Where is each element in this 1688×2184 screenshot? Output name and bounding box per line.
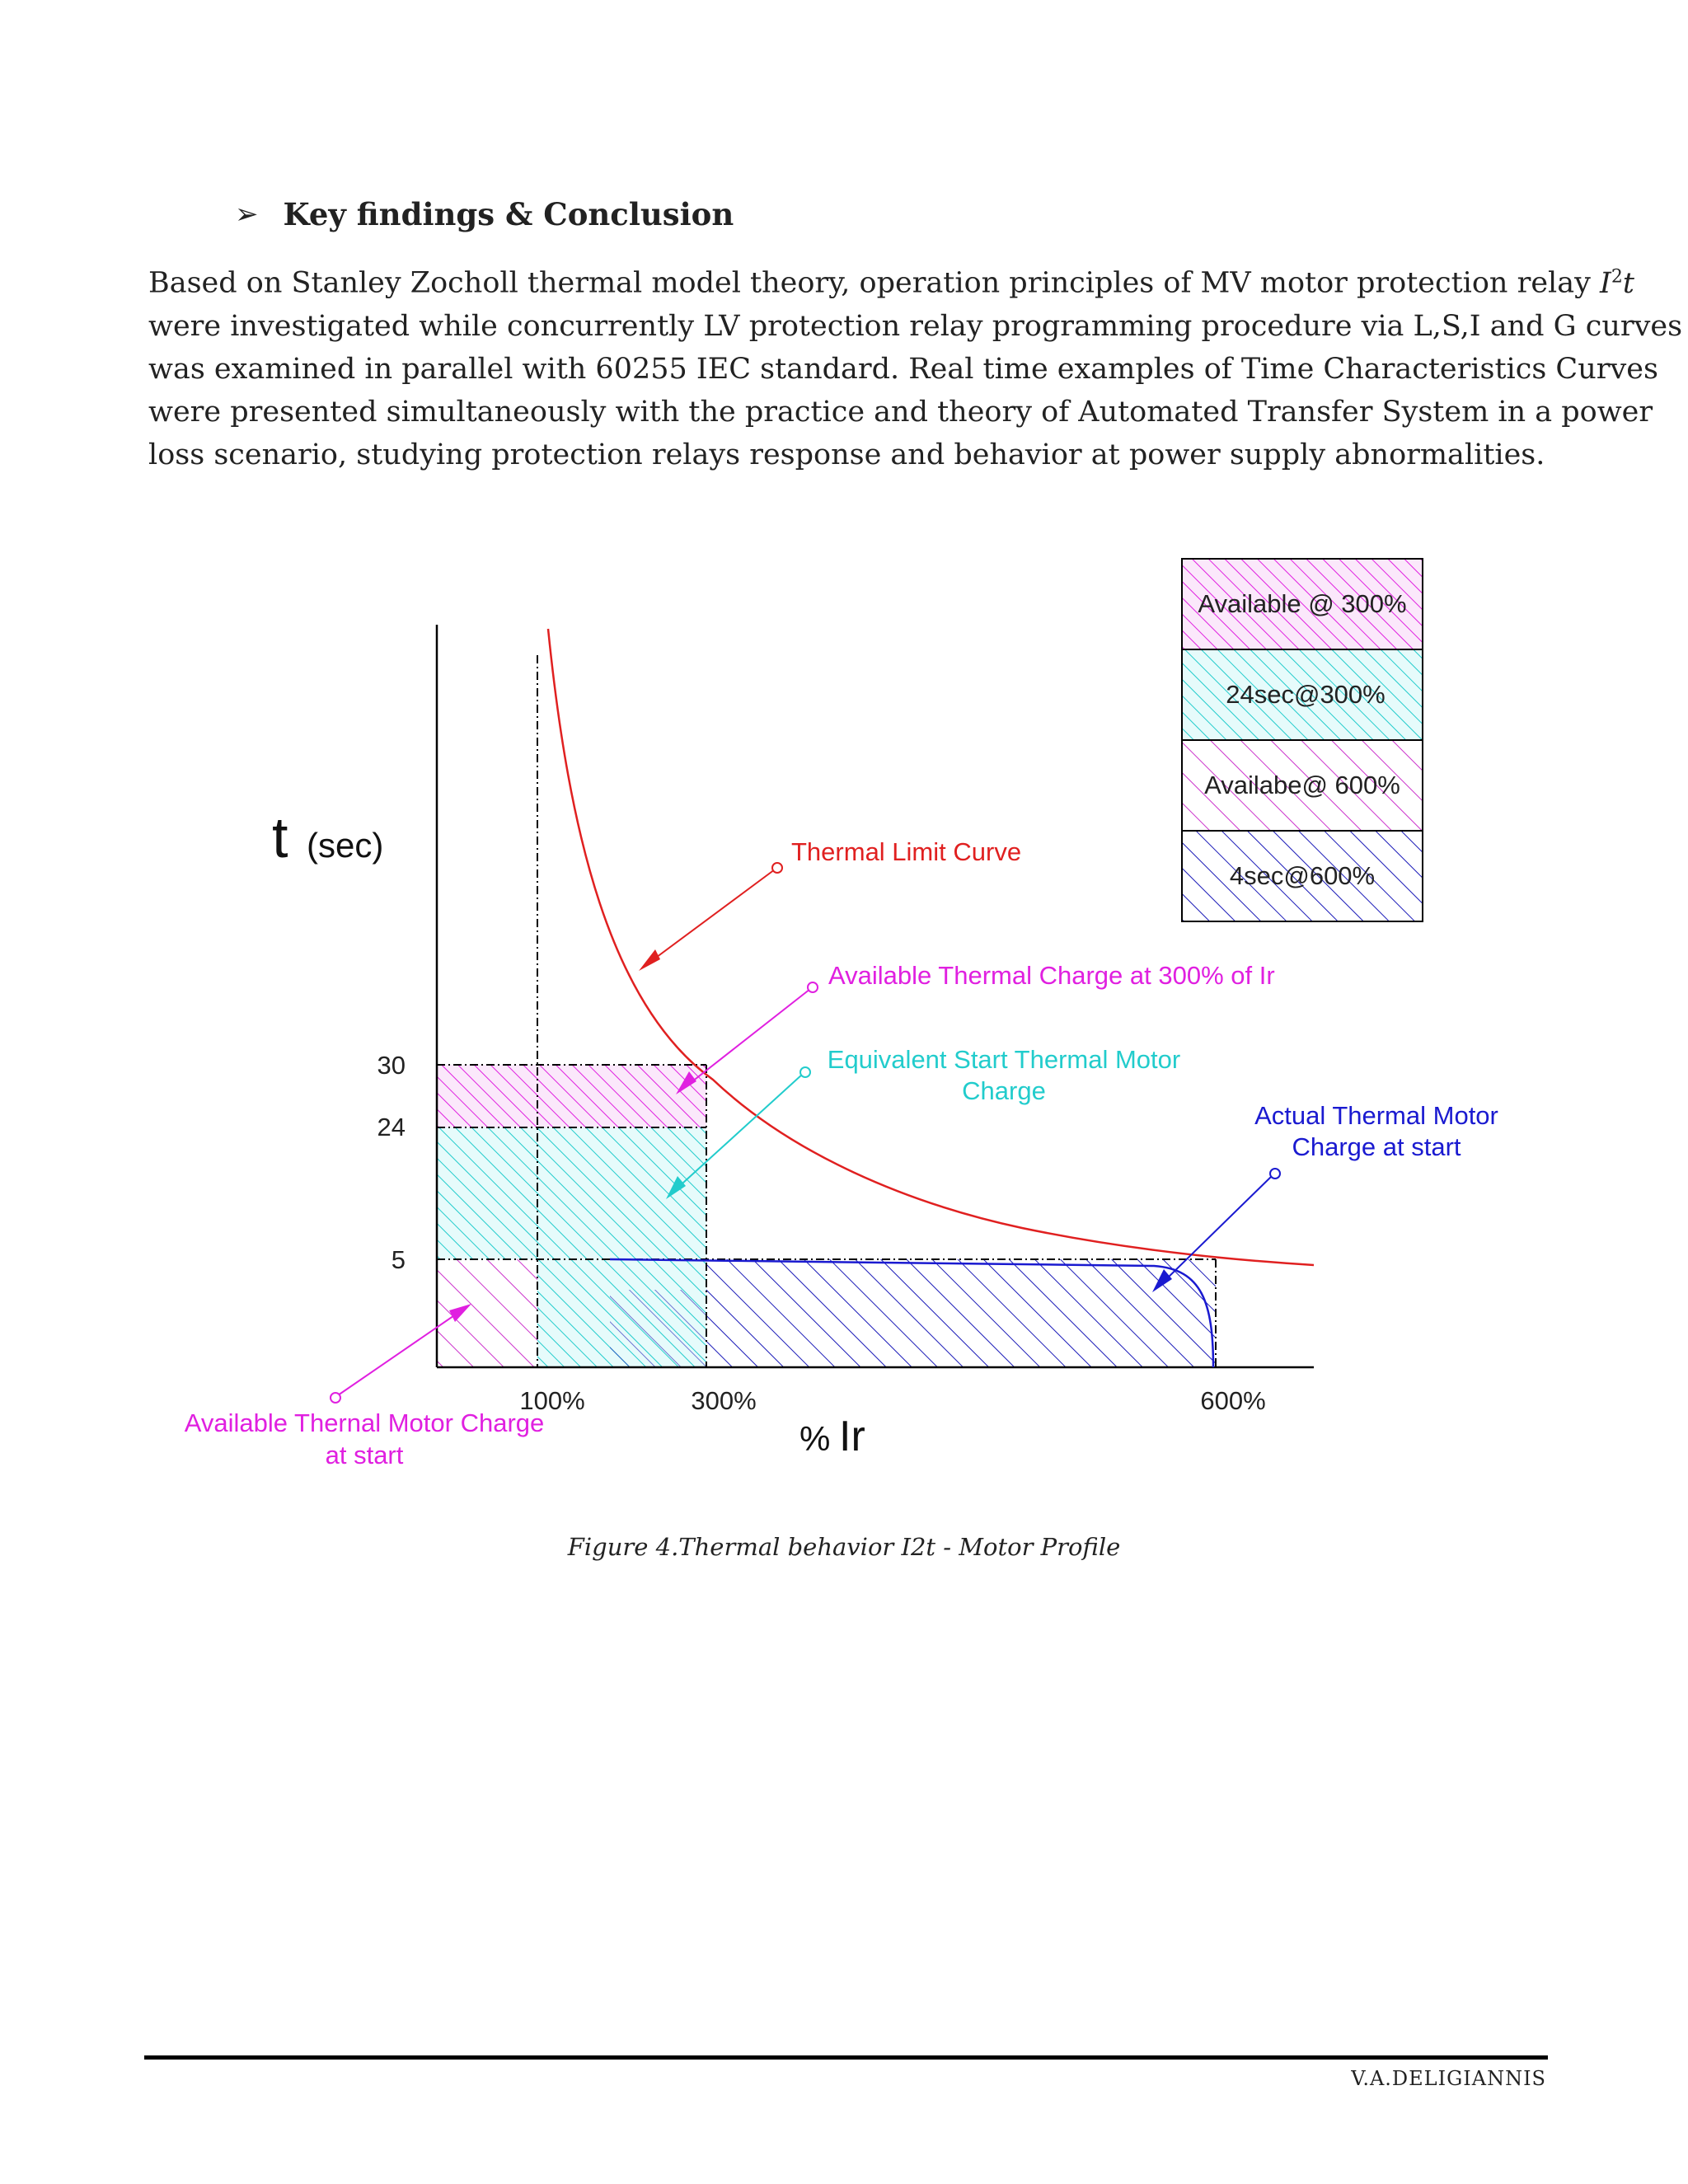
annotation-equivalent-line2: Charge (962, 1076, 1046, 1105)
footer-author: V.A.DELIGIANNIS (1351, 2067, 1546, 2090)
i2t-formula (1600, 267, 1634, 300)
figure-caption: Figure 4.Thermal behavior I2t - Motor Profile (567, 1533, 1121, 1561)
paragraph-line-1-text: Based on Stanley Zocholl thermal model theory, operation principles of MV motor protection relay (148, 266, 1601, 300)
charge-regions (437, 1065, 1216, 1367)
y-axis-label-unit: (sec) (307, 826, 384, 865)
formula-exponent: 2 (1611, 266, 1623, 287)
y-tick-5: 5 (391, 1245, 406, 1274)
region-4sec-600 (706, 1259, 1216, 1367)
legend-label-available-600: Availabe@ 600% (1204, 771, 1400, 799)
section-heading-text: Key findings & Conclusion (283, 196, 734, 232)
section-heading (235, 196, 734, 232)
annotation-available-300: Available Thermal Charge at 300% of Ir (828, 961, 1275, 990)
region-blue-overlap (610, 1290, 706, 1367)
pointer-actual-origin (1270, 1169, 1280, 1179)
paragraph-line-3: was examined in parallel with 60255 IEC standard. Real time examples of Time Characteristics Curves (148, 352, 1658, 386)
paragraph-line-5: loss scenario, studying protection relays response and behavior at power supply abnormalities. (148, 438, 1545, 471)
legend-label-24sec: 24sec@300% (1226, 680, 1386, 709)
legend-label-4sec: 4sec@600% (1229, 861, 1376, 890)
legend (1182, 559, 1423, 921)
pointer-available-start-origin (331, 1393, 340, 1403)
footer-rule (144, 2055, 1548, 2060)
annotation-actual-line1: Actual Thermal Motor (1254, 1101, 1498, 1130)
annotation-available-start-line1: Available Thernal Motor Charge (184, 1408, 545, 1437)
pointer-available-300-origin (808, 982, 818, 992)
thermal-behavior-figure (165, 544, 1566, 1492)
pointer-thermal-origin (772, 863, 782, 873)
region-available-300 (437, 1065, 706, 1127)
x-axis-label-ir: Ir (839, 1413, 865, 1460)
annotation-thermal-limit: Thermal Limit Curve (791, 837, 1022, 866)
formula-base: I (1600, 266, 1611, 300)
x-tick-100: 100% (519, 1386, 585, 1415)
annotation-equivalent-line1: Equivalent Start Thermal Motor (827, 1045, 1181, 1074)
y-tick-30: 30 (377, 1051, 406, 1080)
region-24sec (437, 1127, 706, 1259)
legend-label-available-300: Available @ 300% (1198, 589, 1407, 618)
formula-variable: t (1622, 266, 1634, 300)
paragraph-line-1 (148, 255, 1634, 305)
pointer-actual-line (1162, 1175, 1273, 1283)
x-tick-300: 300% (691, 1386, 757, 1415)
pointer-available-300-line (684, 989, 810, 1088)
arrow-bullet-icon: ➢ (235, 198, 259, 231)
y-tick-24: 24 (377, 1113, 406, 1141)
paragraph-line-2: were investigated while concurrently LV protection relay programming procedure via L,S,I and G curves (148, 309, 1683, 343)
x-axis-label-pct: % (799, 1419, 831, 1458)
pointer-thermal-line (647, 869, 775, 964)
annotation-actual-line2: Charge at start (1292, 1132, 1461, 1161)
y-axis-label-t: t (272, 805, 288, 869)
paragraph-line-4: were presented simultaneously with the practice and theory of Automated Transfer System in a power (148, 395, 1653, 429)
pointer-thermal-arrowhead (639, 949, 660, 971)
annotation-available-start-line2: at start (325, 1441, 404, 1469)
body-paragraph (148, 255, 1683, 476)
pointer-equivalent-origin (800, 1067, 810, 1077)
x-tick-600: 600% (1200, 1386, 1266, 1415)
